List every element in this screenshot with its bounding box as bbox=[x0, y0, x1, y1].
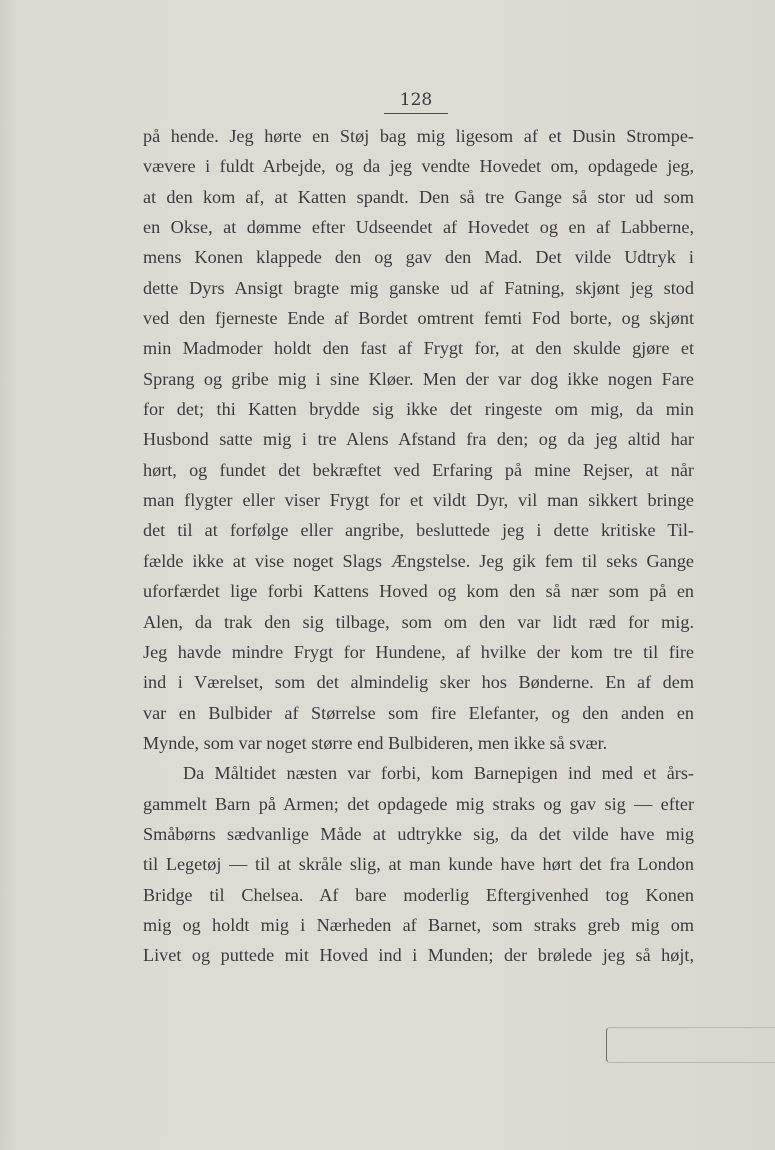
text-line: Bridge til Chelsea. Af bare moderlig Eftergivenhed tog Konen bbox=[143, 884, 694, 905]
text-line: gammelt Barn på Armen; det opdagede mig straks og gav sig — efter bbox=[143, 793, 694, 814]
text-line: Da Måltidet næsten var forbi, kom Barnepigen ind med et års- bbox=[183, 763, 694, 784]
text-line: Jeg havde mindre Frygt for Hundene, af hvilke der kom tre til fire bbox=[143, 641, 694, 662]
text-line: en Okse, at dømme efter Udseendet af Hovedet og en af Labberne, bbox=[143, 217, 694, 238]
text-line: hørt, og fundet det bekræftet ved Erfaring på mine Rejser, at når bbox=[143, 459, 694, 480]
text-line: for det; thi Katten brydde sig ikke det ringeste om mig, da min bbox=[143, 399, 694, 420]
text-line: var en Bulbider af Størrelse som fire Elefanter, og den anden en bbox=[143, 702, 694, 723]
text-line: mig og holdt mig i Nærheden af Barnet, som straks greb mig om bbox=[143, 914, 694, 935]
text-line: ind i Værelset, som det almindelig sker hos Bønderne. En af dem bbox=[143, 672, 694, 693]
page-number-rule bbox=[384, 113, 448, 114]
text-line: uforfærdet lige forbi Kattens Hoved og kom den så nær som på en bbox=[143, 581, 694, 602]
text-line: fælde ikke at vise noget Slags Ængstelse. Jeg gik fem til seks Gange bbox=[143, 550, 694, 571]
text-line: det til at forfølge eller angribe, besluttede jeg i dette kritiske Til- bbox=[143, 520, 694, 541]
page-number: 128 bbox=[399, 90, 433, 110]
text-line: på hende. Jeg hørte en Støj bag mig ligesom af et Dusin Strompe- bbox=[143, 126, 694, 146]
text-line: Husbond satte mig i tre Alens Afstand fra den; og da jeg altid har bbox=[143, 429, 694, 450]
body-text bbox=[143, 121, 694, 971]
text-line: til Legetøj — til at skråle slig, at man kunde have hørt det fra London bbox=[143, 854, 694, 875]
margin-bracket-mark bbox=[606, 1027, 775, 1063]
text-line: at den kom af, at Katten spandt. Den så tre Gange så stor ud som bbox=[143, 186, 694, 207]
text-line: Alen, da trak den sig tilbage, som om den var lidt ræd for mig. bbox=[143, 611, 694, 632]
text-line: vævere i fuldt Arbejde, og da jeg vendte Hovedet om, opdagede jeg, bbox=[143, 156, 694, 177]
text-line: min Madmoder holdt den fast af Frygt for, at den skulde gjøre et bbox=[143, 338, 694, 359]
text-line: Mynde, som var noget større end Bulbideren, men ikke så svær. bbox=[143, 732, 608, 753]
text-line: mens Konen klappede den og gav den Mad. Det vilde Udtryk i bbox=[143, 247, 694, 268]
text-line: Sprang og gribe mig i sine Kløer. Men der var dog ikke nogen Fare bbox=[143, 368, 694, 389]
text-line: Livet og puttede mit Hoved ind i Munden; der brølede jeg så højt, bbox=[143, 945, 694, 966]
text-line: ved den fjerneste Ende af Bordet omtrent femti Fod borte, og skjønt bbox=[143, 308, 694, 329]
text-line: dette Dyrs Ansigt bragte mig ganske ud af Fatning, skjønt jeg stod bbox=[143, 277, 694, 298]
text-line: Småbørns sædvanlige Måde at udtrykke sig, da det vilde have mig bbox=[143, 823, 694, 844]
text-line: man flygter eller viser Frygt for et vildt Dyr, vil man sikkert bringe bbox=[143, 490, 694, 511]
